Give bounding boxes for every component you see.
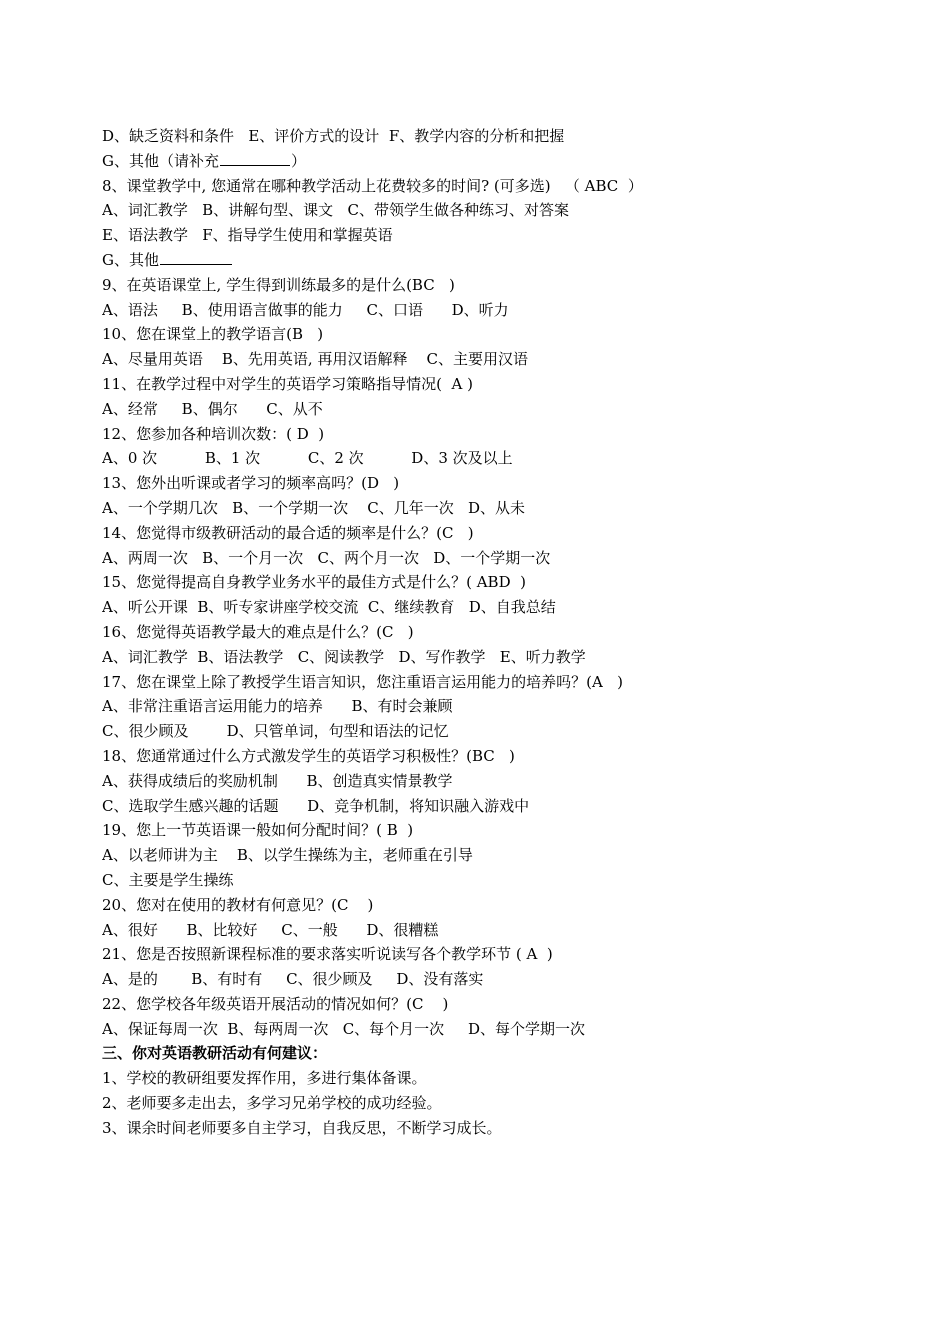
line-text: A、两周一次 B、一个月一次 C、两个月一次 D、一个学期一次 — [102, 548, 551, 567]
line-text: E、语法教学 F、指导学生使用和掌握英语 — [102, 226, 393, 245]
line-text: A、获得成绩后的奖励机制 B、创造真实情景教学 — [102, 771, 453, 790]
line-text: 1、学校的教研组要发挥作用，多进行集体备课。 — [102, 1069, 427, 1088]
text-line — [102, 794, 862, 819]
line-text: G、其他（请补充 — [102, 151, 219, 170]
text-line — [102, 1091, 862, 1116]
text-line — [102, 174, 862, 199]
line-text: D、缺乏资料和条件 E、评价方式的设计 F、教学内容的分析和把握 — [102, 127, 565, 145]
text-line — [102, 446, 862, 471]
text-line — [102, 1116, 862, 1141]
line-text: 13、您外出听课或者学习的频率高吗？(D ) — [102, 474, 400, 493]
text-line — [102, 868, 862, 893]
line-text: 9、在英语课堂上, 学生得到训练最多的是什么(BC ) — [102, 275, 455, 294]
text-line — [102, 967, 862, 992]
line-text: 18、您通常通过什么方式激发学生的英语学习积极性？(BC ) — [102, 746, 515, 765]
text-line — [102, 769, 862, 794]
text-line — [102, 521, 862, 546]
text-line — [102, 471, 862, 496]
fill-in-blank — [220, 149, 290, 166]
line-text: 11、在教学过程中对学生的英语学习策略指导情况( A ) — [102, 374, 473, 393]
line-text: A、很好 B、比较好 C、一般 D、很糟糕 — [102, 920, 439, 939]
text-line — [102, 223, 862, 248]
line-text: A、词汇教学 B、讲解句型、课文 C、带领学生做各种练习、对答案 — [102, 201, 569, 220]
line-text: A、保证每周一次 B、每两周一次 C、每个月一次 D、每个学期一次 — [102, 1019, 586, 1038]
line-text: 12、您参加各种培训次数：( D ) — [102, 424, 325, 443]
text-line — [102, 347, 862, 372]
line-text: 8、课堂教学中, 您通常在哪种教学活动上花费较多的时间? (可多选) （ ABC ） — [102, 176, 643, 195]
text-line — [102, 198, 862, 223]
text-line — [102, 124, 862, 149]
document-body — [102, 124, 862, 1141]
line-text: A、以老师讲为主 B、以学生操练为主，老师重在引导 — [102, 846, 473, 865]
text-line — [102, 645, 862, 670]
line-text: A、非常注重语言运用能力的培养 B、有时会兼顾 — [102, 697, 453, 716]
text-line — [102, 918, 862, 943]
line-text: C、选取学生感兴趣的话题 D、竞争机制，将知识融入游戏中 — [102, 796, 530, 815]
text-line — [102, 546, 862, 571]
text-line — [102, 322, 862, 347]
text-line — [102, 1017, 862, 1042]
text-line — [102, 273, 862, 298]
line-text: 3、课余时间老师要多自主学习，自我反思，不断学习成长。 — [102, 1118, 502, 1137]
line-text: A、是的 B、有时有 C、很少顾及 D、没有落实 — [102, 970, 484, 989]
line-text: 19、您上一节英语课一般如何分配时间？( B ) — [102, 821, 414, 840]
line-text: 21、您是否按照新课程标准的要求落实听说读写各个教学环节 ( A ) — [102, 945, 553, 964]
section-heading — [102, 1041, 862, 1066]
text-line — [102, 1066, 862, 1091]
text-line — [102, 694, 862, 719]
line-text: 2、老师要多走出去，多学习兄弟学校的成功经验。 — [102, 1094, 442, 1113]
line-text: C、很少顾及 D、只管单词，句型和语法的记忆 — [102, 722, 449, 741]
line-text: 15、您觉得提高自身教学业务水平的最佳方式是什么？( ABD ) — [102, 573, 526, 592]
line-text: A、尽量用英语 B、先用英语, 再用汉语解释 C、主要用汉语 — [102, 350, 529, 369]
text-line — [102, 670, 862, 695]
text-line — [102, 397, 862, 422]
line-text: 22、您学校各年级英语开展活动的情况如何？(C ) — [102, 994, 449, 1013]
text-line — [102, 843, 862, 868]
text-line — [102, 893, 862, 918]
fill-in-blank — [160, 248, 232, 265]
text-line — [102, 570, 862, 595]
line-text: A、一个学期几次 B、一个学期一次 C、几年一次 D、从未 — [102, 498, 526, 517]
text-line — [102, 595, 862, 620]
text-line — [102, 992, 862, 1017]
line-text: A、听公开课 B、听专家讲座学校交流 C、继续教育 D、自我总结 — [102, 598, 556, 617]
text-line — [102, 496, 862, 521]
text-line — [102, 719, 862, 744]
text-line — [102, 248, 862, 273]
line-text: C、主要是学生操练 — [102, 870, 234, 889]
text-line — [102, 620, 862, 645]
line-text: A、词汇教学 B、语法教学 C、阅读教学 D、写作教学 E、听力教学 — [102, 647, 586, 666]
text-line — [102, 372, 862, 397]
line-text: 三、你对英语教研活动有何建议： — [102, 1044, 328, 1063]
line-suffix: ） — [290, 151, 306, 170]
line-text: 17、您在课堂上除了教授学生语言知识，您注重语言运用能力的培养吗？(A ) — [102, 672, 623, 691]
text-line — [102, 149, 862, 174]
line-text: 14、您觉得市级教研活动的最合适的频率是什么？(C ) — [102, 523, 474, 542]
line-text: A、经常 B、偶尔 C、从不 — [102, 399, 323, 418]
line-text: A、语法 B、使用语言做事的能力 C、口语 D、听力 — [102, 300, 509, 319]
text-line — [102, 744, 862, 769]
line-text: 10、您在课堂上的教学语言(B ) — [102, 325, 324, 344]
text-line — [102, 298, 862, 323]
text-line — [102, 942, 862, 967]
line-text: G、其他 — [102, 250, 159, 269]
line-text: 20、您对在使用的教材有何意见？(C ) — [102, 895, 374, 914]
text-line — [102, 422, 862, 447]
line-text: A、0 次 B、1 次 C、2 次 D、3 次及以上 — [102, 449, 513, 468]
line-text: 16、您觉得英语教学最大的难点是什么？(C ) — [102, 622, 414, 641]
text-line — [102, 818, 862, 843]
